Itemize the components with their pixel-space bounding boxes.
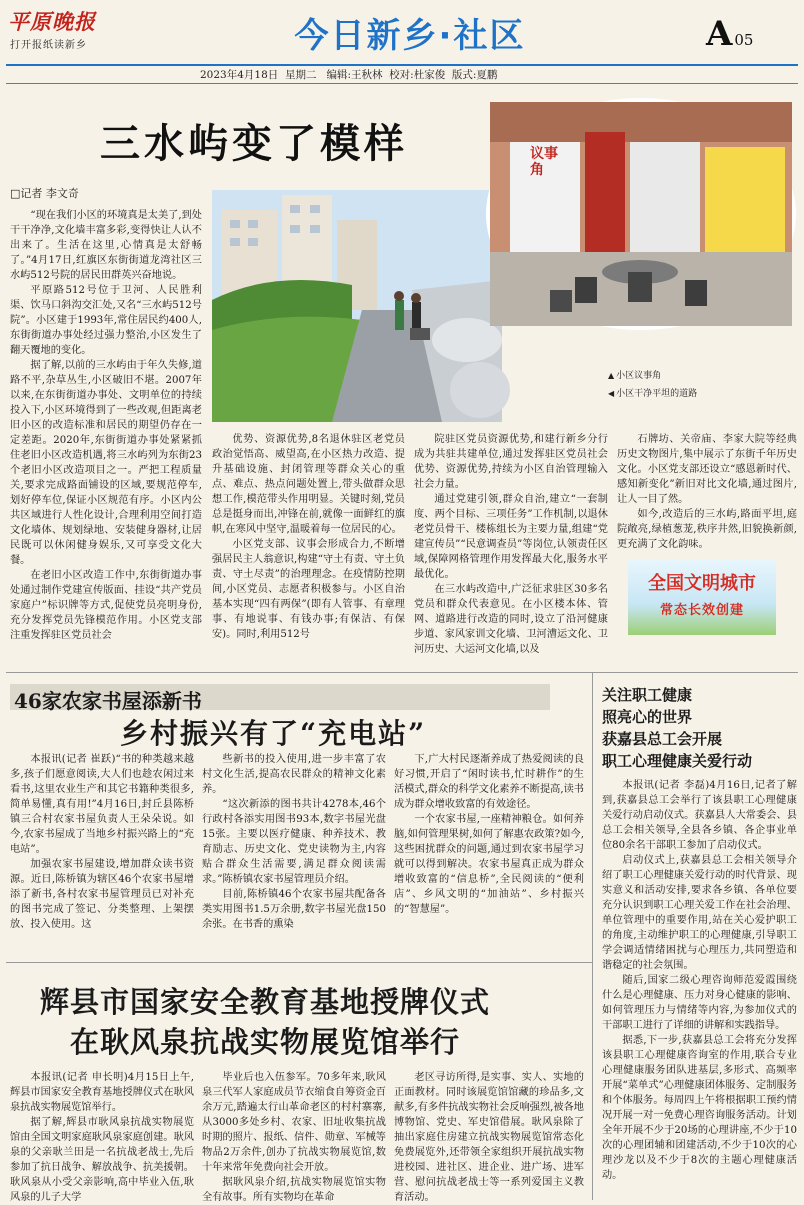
article2-paragraph: “这次新添的图书共计4278本,46个行政村各添实用图书93本,数字书屋光盘15张。主要以医疗健康、种养技术、教育励志、历史文化、党史读物为主,内容贴合群众生活需要,满足群众阅读需求。”陈桥镇农家书屋管理员介绍。 [202, 799, 386, 885]
article2-col2 [202, 752, 386, 952]
triangle-up-icon: ▲ [608, 371, 615, 380]
article4-paragraph: 随后,国家二级心理咨询师范爱霞围绕什么是心理健康、压力对身心健康的影响、如何管理压力与情绪等内容,为参加仪式的干部职工进行了详细的讲解和实践指导。 [602, 975, 797, 1031]
article4-paragraph: 启动仪式上,获嘉县总工会相关领导介绍了职工心理健康关爱行动的时代背景、现实意义和活动安排,要求各乡镇、各单位要充分认识到职工心理关爱工作在社会治理、单位管理中的重要作用,站在关心爱护职工的角度,主动维护职工的心理健康,引导职工学会调适情绪困扰与心理压力,共同塑造和谐稳定的社会氛围。 [602, 855, 797, 971]
section-divider [6, 672, 798, 673]
article2-paragraph: 加强农家书屋建设,增加群众读书资源。近日,陈桥镇为辖区46个农家书屋增添了新书,各村农家书屋管理员已对补充的图书完成了签记、分类整理、上架摆放、投入使用。这 [10, 859, 194, 930]
article2-headline: 乡村振兴有了“充电站” [120, 717, 427, 750]
article4-paragraph: 据悉,下一步,获嘉县总工会将充分发挥该县职工心理健康咨询室的作用,联合专业心理健康服务团队进基层,多形式、高频率开展“菜单式”心理健康团体服务、定制服务和个体服务。每周四上午将根据职工预约情况开展一对一免费心理咨询服务活动。计划全年开展不少于20场的心理讲座,不少于10次的心理团辅和团建活动,不少于10次的心理沙龙以及不少于8次的主题心理健康活动。 [602, 1035, 797, 1181]
article1-byline: □记者 李文奇 [10, 187, 79, 200]
page-digits: 05 [734, 31, 754, 49]
article2-kicker: 46家农家书屋添新书 [14, 689, 202, 713]
article1-headline: 三水屿变了模样 [100, 121, 408, 167]
column-divider [592, 672, 593, 1200]
article3-paragraph: 老区寻访所得,是实事、实人、实地的正面教材。同时该展览馆馆藏的珍品多,文献多,有多件抗战实物社会反响强烈,被各地博物馆、党史、军史馆借展。耿风泉除了抽出家庭住房建立抗战实物展览馆常态化免费展览外,还带领全家组织开展抗战实物进校园、进社区、进企业、进广场、进军营、慰问抗战老战士等一系列爱国主义教育活动。 [394, 1072, 584, 1203]
newspaper-slogan: 打开报纸读新乡 [10, 40, 87, 51]
article1-col2 [212, 432, 405, 640]
article2-kicker-bar [10, 684, 550, 713]
article4-title-line: 关注职工健康 [602, 686, 693, 704]
article1-col3 [414, 432, 608, 655]
article4-title-line: 照亮心的世界 [602, 708, 693, 726]
article2-col3 [394, 752, 584, 952]
article1-col4 [617, 432, 797, 552]
discussion-corner-photo [486, 98, 796, 330]
caption-text: 小区议事角 [616, 371, 662, 381]
article1-paragraph: 院驻区党员资源优势,和建行新乡分行成为共驻共建单位,通过发挥驻区党员社会优势、资源优势,持续为小区自治管理输入社会力量。 [414, 434, 608, 490]
article1-paragraph: 小区党支部、议事会形成合力,不断增强居民主人翁意识,构建“守土有责、守土负责、守土尽责”的治理理念。在疫情防控期间,小区党员、志愿者积极参与。小区自治基本实现“四有两保”(即有人管事、有章理事、有地说事、有钱办事;有保洁、有保安)。同时,利用512号 [212, 539, 405, 640]
article2-paragraph: 本报讯(记者 崔跃)“书的种类越来越多,孩子们愿意阅读,大人们也趁农闲过来看书,这里农业生产和其它书籍种类很多,简单易懂,真有用!”4月16日,封丘县陈桥镇三合村农家书屋负责人王朵朵说。如今,农家书屋成了当地乡村振兴路上的“充电站”。 [10, 754, 194, 855]
article3-paragraph: 据耿风泉介绍,抗战实物展览馆实物全有故事。所有实物均在革命 [202, 1177, 386, 1203]
caption-text: 小区干净平坦的道路 [616, 389, 698, 399]
article2-paragraph: 一个农家书屋,一座精神粮仓。如何养脑,如何管理果树,如何了解惠农政策?如今,这些困扰群众的问题,通过到农家书屋学习就可以得到解决。农家书屋真正成为群众增收致富的“信息桥”,全民阅读的“便利店”、乡风文明的“加油站”、乡村振兴的“智慧屋”。 [394, 814, 584, 915]
article3-col3 [394, 1070, 584, 1203]
photo-sign-text: 议事角 [530, 146, 558, 178]
masthead-rule [6, 64, 798, 66]
article1-paragraph: 平原路512号位于卫河、人民胜利渠、饮马口斜沟交汇处,又名“三水屿512号院”。小区建于1993年,常住居民约400人,东街街道办事处经过强力整治,小区发生了翻天覆地的变化。 [10, 285, 202, 356]
banner-line-1: 全国文明城市 [648, 573, 756, 594]
article1-paragraph: 在三水屿改造中,广泛征求驻区30多名党员和群众代表意见。在小区楼本体、管网、道路进行改造的同时,设立了沿河健康步道、家风家训文化墙、卫河漕运文化、卫河历史、大运河文化墙,以及 [414, 584, 608, 655]
article2-paragraph: 下,广大村民逐渐养成了热爱阅读的良好习惯,开启了“闲时读书,忙时耕作”的生活模式,群众的科学文化素养不断提高,读书成为群众增收致富的有效途径。 [394, 754, 584, 810]
article1-paragraph: “现在我们小区的环境真是太美了,到处干干净净,文化墙丰富多彩,变得快让人认不出来了。生活在这里,心情真是太舒畅了。”4月17日,红旗区东街街道龙湾社区三水屿512号院的居民田群英兴奋地说。 [10, 210, 202, 281]
article4-title-line: 职工心理健康关爱行动 [602, 752, 753, 770]
article1-paragraph: 石牌坊、关帝庙、李家大院等经典历史文物图片,集中展示了东街千年历史文化。小区党支部还设立“感恩新时代、感知新变化”新旧对比文化墙,通过图片,让人一目了然。 [617, 434, 797, 505]
article3-paragraph: 毕业后也入伍参军。70多年来,耿风泉三代军人家庭成员节衣缩食自筹资金百余万元,踏遍太行山革命老区的村村寨寨,从3000多处乡村、农家、旧址收集抗战时期的照片、报纸、信件、勋章、军械等物品2万余件,创办了抗战实物展览馆,数十年来常年免费向社会开放。 [202, 1072, 386, 1173]
article4-paragraph: 本报讯(记者 李磊)4月16日,记者了解到,获嘉县总工会举行了该县职工心理健康关爱行动启动仪式。获嘉县人大常委会、县总工会相关领导,全县各乡镇、各企事业单位80余名干部职工参加了启动仪式。 [602, 780, 797, 851]
article1-paragraph: 通过党建引领,群众自治,建立“一套制度、两个目标、三项任务”工作机制,以退休老党员骨干、楼栋组长为主要力量,组建“党建宣传员”“民意调查员”等岗位,认领责任区域,保障网格管理作用发挥最大化,服务水平最优化。 [414, 494, 608, 580]
street-photo [212, 190, 502, 422]
photo-caption-2 [608, 386, 697, 399]
article1-col1 [10, 208, 202, 641]
article4-body [602, 778, 797, 1196]
article3-col1 [10, 1070, 194, 1203]
article3-col2 [202, 1070, 386, 1203]
page-letter: A [706, 14, 733, 54]
article1-paragraph: 据了解,以前的三水屿由于年久失修,道路不平,杂草丛生,小区破旧不堪。2007年以来,在东街街道办事处、文明单位的持续投入下,小区环境得到了一些改观,但距离老旧小区的改造标准和居民的期望仍存在一定差距。2020年,东街街道办事处紧紧抓住老旧小区改造机遇,将三水屿列为东街23个老旧小区改造项目之一。严把工程质量关,要求完成路面铺设的区域,要规范停车,划好停车位,保证小区规范有序。小区内公共区域进行人性化设计,合理利用空间打造文化墙体、规划绿地、安装健身器材,让居民既可以休闲健身娱乐,又可享受文化大餐。 [10, 360, 202, 566]
dateline: 2023年4月18日 星期二 编辑:王秋林 校对:杜家俊 版式:夏鹏 [200, 69, 498, 81]
article1-paragraph: 如今,改造后的三水屿,路面平坦,庭院敞亮,绿植葱茏,秩序井然,旧貌换新颜,更充满了文化韵味。 [617, 509, 797, 550]
article3-paragraph: 据了解,辉县市耿风泉抗战实物展览馆由全国文明家庭耿风泉家庭创建。耿风泉的父亲耿兰田是一名抗战老战士,先后参加了抗日战争、解放战争、抗美援朝。耿风泉从小受父亲影响,高中毕业入伍,耿风泉的儿子大学 [10, 1117, 194, 1203]
newspaper-logo: 平原晚报 [8, 9, 96, 34]
civilized-city-banner [628, 559, 776, 635]
article3-paragraph: 本报讯(记者 申长明)4月15日上午,辉县市国家安全教育基地授牌仪式在耿风泉抗战实物展览馆举行。 [10, 1072, 194, 1113]
triangle-left-icon: ◀ [608, 389, 615, 398]
dateline-rule [6, 83, 798, 84]
article3-headline-line2: 在耿风泉抗战实物展览馆举行 [70, 1025, 461, 1059]
article3-headline-line1: 辉县市国家安全教育基地授牌仪式 [40, 985, 491, 1019]
section-divider [6, 962, 592, 963]
section-title: 今日新乡·社区 [294, 16, 526, 56]
article2-col1 [10, 752, 194, 952]
photo-caption-1 [608, 368, 661, 381]
article2-paragraph: 些新书的投入使用,进一步丰富了农村文化生活,提高农民群众的精神文化素养。 [202, 754, 386, 795]
page-number [706, 14, 753, 54]
article4-headline [602, 684, 797, 772]
article4-title-line: 获嘉县总工会开展 [602, 730, 723, 748]
article1-paragraph: 优势、资源优势,8名退休驻区老党员政治觉悟高、威望高,在小区热力改造、提升基础设施、封闭管理等群众关心的重点、难点、热点问题处置上,带头做群众思想工作,模范带头作用明显。关键时刻,党员总是挺身而出,冲锋在前,就像一面鲜红的旗帜,在寒风中坚守,温暖着每一位居民的心。 [212, 434, 405, 535]
article2-paragraph: 目前,陈桥镇46个农家书屋共配备各类实用图书1.5万余册,数字书屋光盘150余张。在书香的熏染 [202, 889, 386, 930]
article1-paragraph: 在老旧小区改造工作中,东街街道办事处通过制作党建宣传版面、挂设“共产党员家庭户”标识牌等方式,促使党员亮明身份,充分发挥党员先锋模范作用。小区党支部注重发挥驻区党员社会 [10, 570, 202, 641]
banner-line-2: 常态长效创建 [659, 603, 744, 618]
